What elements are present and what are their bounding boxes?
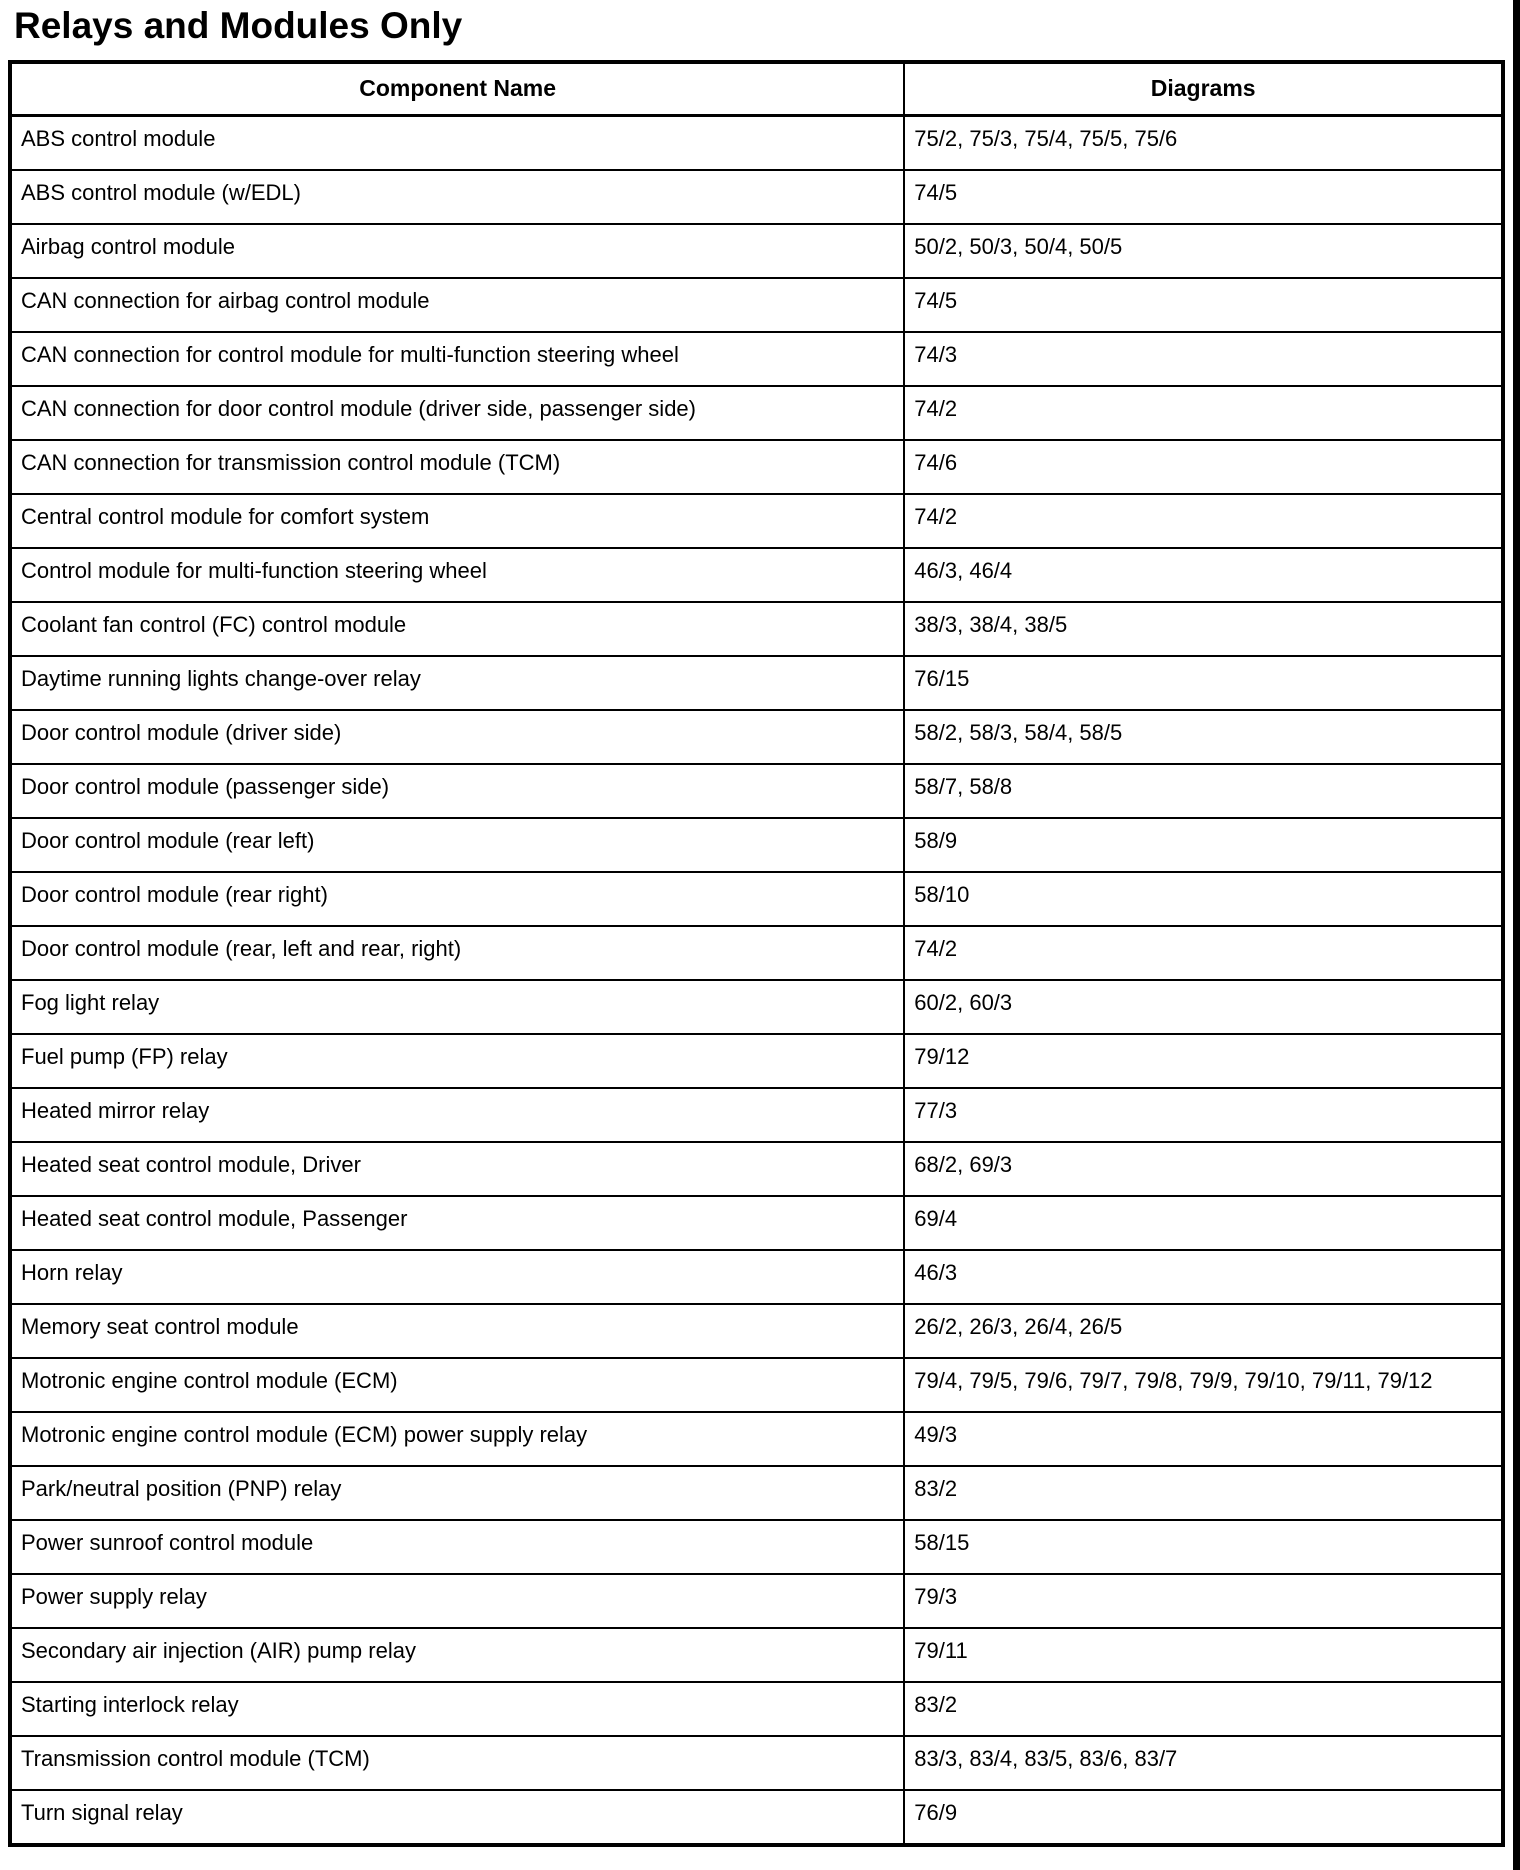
component-name-cell: Central control module for comfort system (10, 494, 904, 548)
column-header-component-name: Component Name (10, 62, 904, 116)
page-right-border (1513, 0, 1520, 1870)
table-row (10, 1196, 1503, 1250)
diagrams-cell: 74/2 (904, 926, 1503, 980)
diagrams-cell: 50/2, 50/3, 50/4, 50/5 (904, 224, 1503, 278)
table-row (10, 872, 1503, 926)
component-name-cell: Motronic engine control module (ECM) power supply relay (10, 1412, 904, 1466)
page-title: Relays and Modules Only (14, 5, 463, 46)
component-name-cell: Memory seat control module (10, 1304, 904, 1358)
table-row (10, 115, 1503, 170)
table-row (10, 1736, 1503, 1790)
component-name-cell: Heated seat control module, Passenger (10, 1196, 904, 1250)
component-name-cell: Door control module (rear left) (10, 818, 904, 872)
column-header-diagrams: Diagrams (904, 62, 1503, 116)
component-name-cell: ABS control module (10, 115, 904, 170)
diagrams-cell: 74/3 (904, 332, 1503, 386)
component-name-cell: Transmission control module (TCM) (10, 1736, 904, 1790)
component-name-cell: CAN connection for airbag control module (10, 278, 904, 332)
table-row (10, 818, 1503, 872)
component-name-cell: Power sunroof control module (10, 1520, 904, 1574)
component-name-cell: Door control module (rear, left and rear, right) (10, 926, 904, 980)
component-name-cell: Fuel pump (FP) relay (10, 1034, 904, 1088)
table-row (10, 1574, 1503, 1628)
table-row (10, 1466, 1503, 1520)
component-name-cell: Horn relay (10, 1250, 904, 1304)
diagrams-cell: 49/3 (904, 1412, 1503, 1466)
table-row (10, 1304, 1503, 1358)
component-name-cell: Park/neutral position (PNP) relay (10, 1466, 904, 1520)
component-name-cell: Heated mirror relay (10, 1088, 904, 1142)
table-row (10, 764, 1503, 818)
table-row (10, 1790, 1503, 1845)
table-row (10, 1682, 1503, 1736)
component-name-cell: Daytime running lights change-over relay (10, 656, 904, 710)
table-row (10, 1250, 1503, 1304)
table-row (10, 710, 1503, 764)
diagrams-cell: 58/2, 58/3, 58/4, 58/5 (904, 710, 1503, 764)
table-row (10, 1358, 1503, 1412)
component-name-cell: Airbag control module (10, 224, 904, 278)
diagrams-cell: 58/15 (904, 1520, 1503, 1574)
table-row (10, 1628, 1503, 1682)
table-row (10, 278, 1503, 332)
component-name-cell: CAN connection for door control module (driver side, passenger side) (10, 386, 904, 440)
diagrams-cell: 74/6 (904, 440, 1503, 494)
diagrams-cell: 58/7, 58/8 (904, 764, 1503, 818)
component-name-cell: CAN connection for control module for multi-function steering wheel (10, 332, 904, 386)
table-row (10, 386, 1503, 440)
diagrams-cell: 58/9 (904, 818, 1503, 872)
component-name-cell: Door control module (passenger side) (10, 764, 904, 818)
table-row (10, 926, 1503, 980)
diagrams-cell: 68/2, 69/3 (904, 1142, 1503, 1196)
diagrams-cell: 79/3 (904, 1574, 1503, 1628)
diagrams-cell: 46/3, 46/4 (904, 548, 1503, 602)
diagrams-cell: 79/4, 79/5, 79/6, 79/7, 79/8, 79/9, 79/10, 79/11, 79/12 (904, 1358, 1503, 1412)
table-row (10, 1412, 1503, 1466)
diagrams-cell: 74/5 (904, 278, 1503, 332)
component-name-cell: Motronic engine control module (ECM) (10, 1358, 904, 1412)
diagrams-cell: 38/3, 38/4, 38/5 (904, 602, 1503, 656)
table-row (10, 1142, 1503, 1196)
diagrams-cell: 83/2 (904, 1466, 1503, 1520)
diagrams-cell: 60/2, 60/3 (904, 980, 1503, 1034)
diagrams-cell: 83/2 (904, 1682, 1503, 1736)
diagrams-cell: 83/3, 83/4, 83/5, 83/6, 83/7 (904, 1736, 1503, 1790)
table-row (10, 980, 1503, 1034)
component-name-cell: ABS control module (w/EDL) (10, 170, 904, 224)
diagrams-cell: 79/12 (904, 1034, 1503, 1088)
diagrams-cell: 76/9 (904, 1790, 1503, 1845)
component-name-cell: Door control module (rear right) (10, 872, 904, 926)
component-name-cell: Starting interlock relay (10, 1682, 904, 1736)
diagrams-cell: 76/15 (904, 656, 1503, 710)
table-row (10, 170, 1503, 224)
table-row (10, 224, 1503, 278)
diagrams-cell: 69/4 (904, 1196, 1503, 1250)
table-body (10, 115, 1503, 1845)
table-row (10, 332, 1503, 386)
relays-and-modules-table (8, 60, 1505, 1847)
component-name-cell: Control module for multi-function steering wheel (10, 548, 904, 602)
diagrams-cell: 75/2, 75/3, 75/4, 75/5, 75/6 (904, 115, 1503, 170)
table-row (10, 440, 1503, 494)
diagrams-cell: 26/2, 26/3, 26/4, 26/5 (904, 1304, 1503, 1358)
component-name-cell: Door control module (driver side) (10, 710, 904, 764)
component-name-cell: Secondary air injection (AIR) pump relay (10, 1628, 904, 1682)
diagrams-cell: 74/5 (904, 170, 1503, 224)
component-name-cell: Coolant fan control (FC) control module (10, 602, 904, 656)
table-row (10, 656, 1503, 710)
component-name-cell: Power supply relay (10, 1574, 904, 1628)
table-row (10, 494, 1503, 548)
table-row (10, 1520, 1503, 1574)
diagrams-cell: 58/10 (904, 872, 1503, 926)
table-row (10, 1088, 1503, 1142)
diagrams-cell: 46/3 (904, 1250, 1503, 1304)
table-row (10, 1034, 1503, 1088)
table-header-row (10, 62, 1503, 116)
table-row (10, 548, 1503, 602)
diagrams-cell: 79/11 (904, 1628, 1503, 1682)
table-row (10, 602, 1503, 656)
diagrams-cell: 74/2 (904, 386, 1503, 440)
component-name-cell: Turn signal relay (10, 1790, 904, 1845)
component-name-cell: Heated seat control module, Driver (10, 1142, 904, 1196)
diagrams-cell: 74/2 (904, 494, 1503, 548)
component-name-cell: Fog light relay (10, 980, 904, 1034)
diagrams-cell: 77/3 (904, 1088, 1503, 1142)
component-name-cell: CAN connection for transmission control module (TCM) (10, 440, 904, 494)
